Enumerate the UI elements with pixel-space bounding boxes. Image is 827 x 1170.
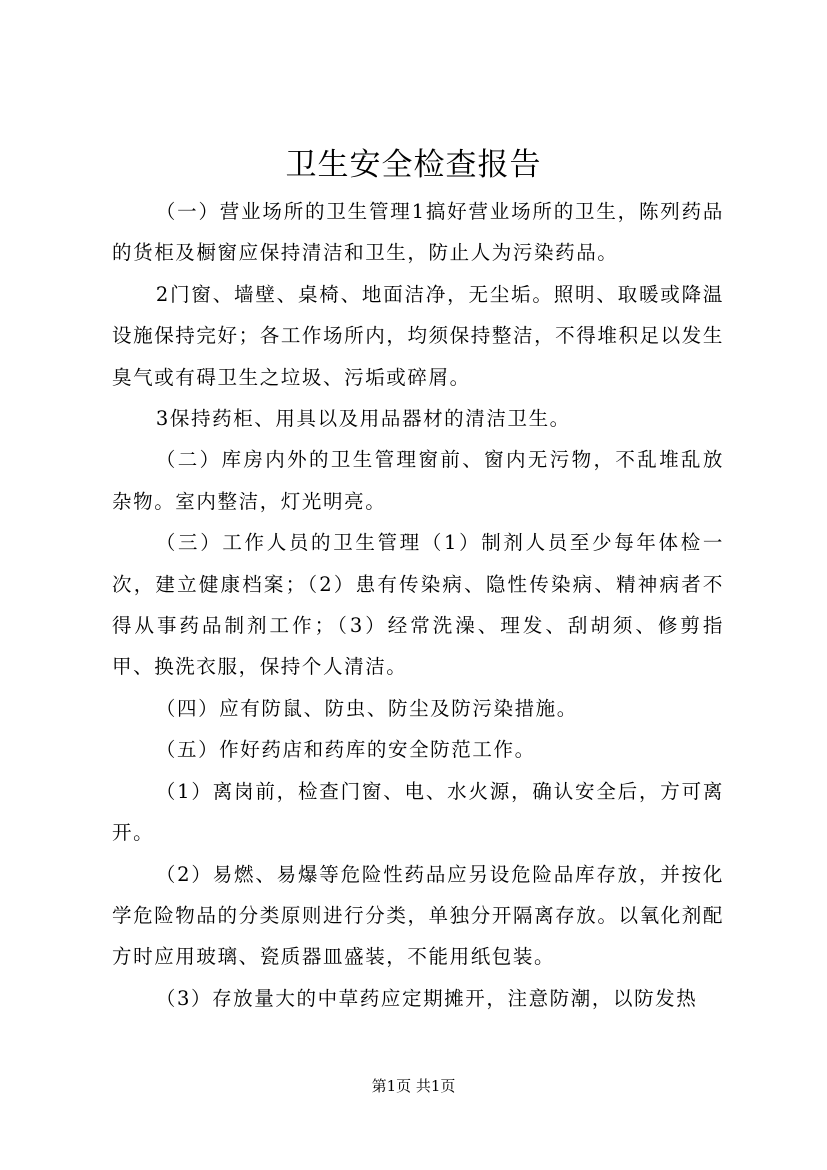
paragraph-3: 3保持药柜、用具以及用品器材的清洁卫生。 [155,407,571,431]
paragraph-2: 2门窗、墙壁、桌椅、地面洁净，无尘垢。照明、取暖或降温设施保持完好；各工作场所内，均须保持整洁，不得堆积足以发生臭气或有碍卫生之垃圾、污垢或碎屑。 [112,282,724,389]
paragraph-1: （一）营业场所的卫生管理1搞好营业场所的卫生，陈列药品的货柜及橱窗应保持清洁和卫生，防止人为污染药品。 [112,200,724,265]
paragraph-4: （二）库房内外的卫生管理窗前、窗内无污物，不乱堆乱放杂物。室内整洁，灯光明亮。 [112,448,724,513]
paragraph-10: （3）存放量大的中草药应定期摊开，注意防潮，以防发热 [155,986,698,1010]
paragraph-7: （五）作好药店和药库的安全防范工作。 [155,738,536,762]
document-title: 卫生安全检查报告 [285,147,542,183]
paragraph-6: （四）应有防鼠、防虫、防尘及防污染措施。 [155,696,578,720]
document-body [112,191,724,1019]
paragraph-9: （2）易燃、易爆等危险性药品应另设危险品库存放，并按化学危险物品的分类原则进行分类，单独分开隔离存放。以氧化剂配方时应用玻璃、瓷质器皿盛装，不能用纸包装。 [112,862,724,969]
paragraph-5: （三）工作人员的卫生管理（1）制剂人员至少每年体检一次，建立健康档案；（2）患有传染病、隐性传染病、精神病者不得从事药品制剂工作；（3）经常洗澡、理发、刮胡须、修剪指甲、换洗衣服，保持个人清洁。 [112,531,724,679]
page-number-footer: 第1页 共1页 [371,1077,456,1095]
paragraph-8: （1）离岗前，检查门窗、电、水火源，确认安全后，方可离开。 [112,779,724,845]
